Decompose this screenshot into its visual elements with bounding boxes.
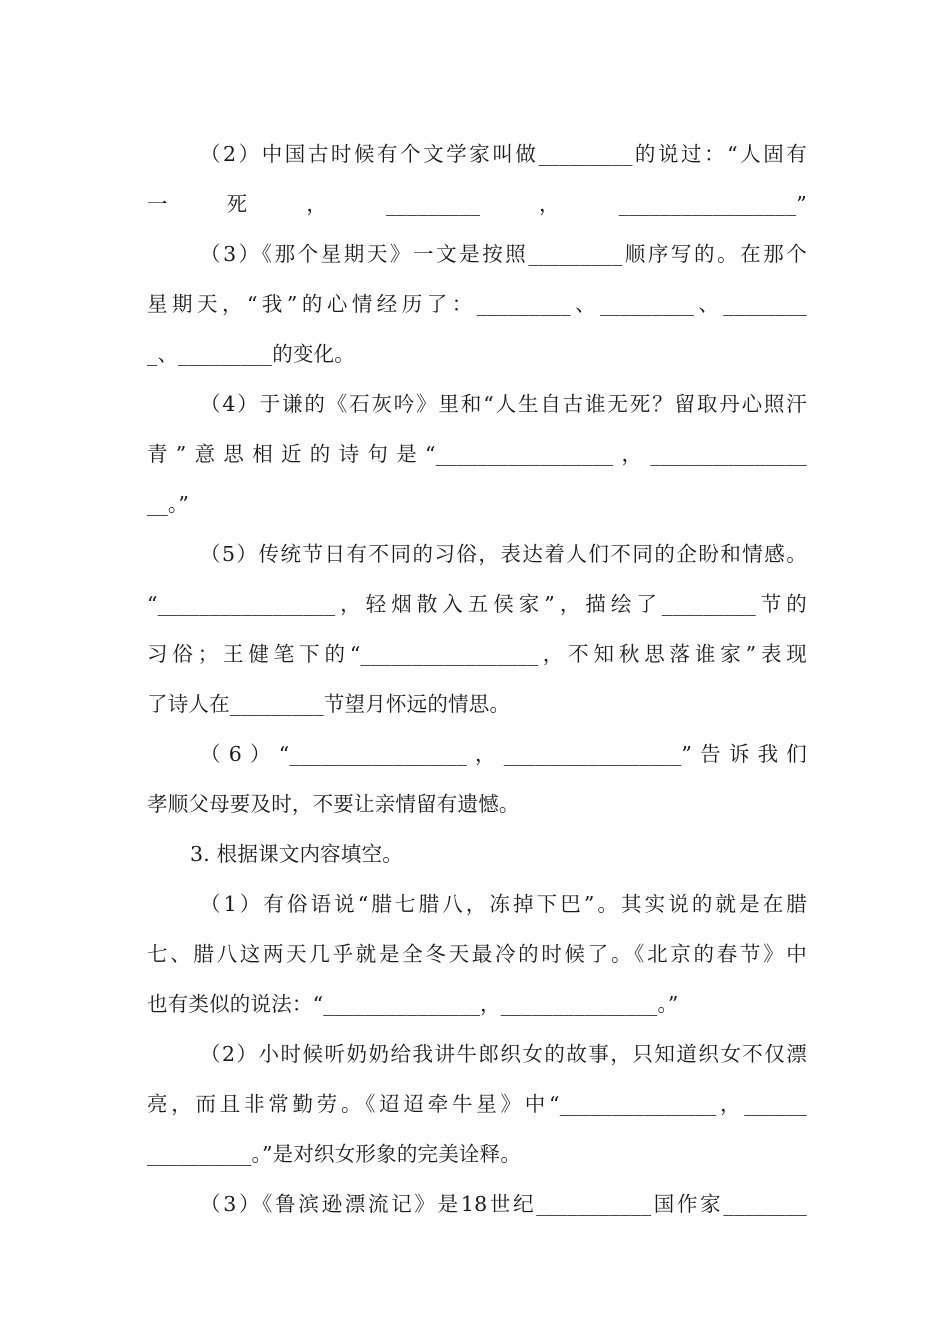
text-line: （3）《那个星期天》一文是按照_________顺序写的。在那个 <box>200 242 807 266</box>
text-line: “_________________，轻烟散入五侯家”，描绘了_________节的 <box>147 592 807 616</box>
text-line: _、_________的变化。 <box>147 342 355 366</box>
text-line: 星期天，“我”的心情经历了：_________、_________、________ <box>147 292 807 316</box>
text-line: 也有类似的说法：“_______________，_______________。” <box>147 992 679 1016</box>
text-line: （2）小时候听奶奶给我讲牛郎织女的故事，只知道织女不仅漂 <box>200 1042 807 1066</box>
text-line: 一死，_________，_________________” <box>147 192 807 216</box>
text-line: （2）中国古时候有个文学家叫做_________的说过：“人固有 <box>200 142 807 166</box>
text-line: 孝顺父母要及时，不要让亲情留有遗憾。 <box>147 792 520 816</box>
text-line: 了诗人在_________节望月怀远的情思。 <box>147 692 511 716</box>
text-line: （1）有俗语说“腊七腊八，冻掉下巴”。其实说的就是在腊 <box>200 892 807 916</box>
text-line: （3）《鲁滨逊漂流记》是18世纪___________国作家________ <box>200 1192 807 1216</box>
text-line: __。” <box>147 492 190 516</box>
text-line: （4）于谦的《石灰吟》里和“人生自古谁无死？留取丹心照汗 <box>200 392 807 416</box>
text-line: （6）“_________________，_________________”告诉我们 <box>200 742 807 766</box>
text-line: （5）传统节日有不同的习俗，表达着人们不同的企盼和情感。 <box>200 542 807 566</box>
text-line: 七、腊八这两天几乎就是全冬天最冷的时候了。《北京的春节》中 <box>147 942 807 966</box>
text-line: 习俗；王健笔下的“_________________，不知秋思落谁家”表现 <box>147 642 807 666</box>
text-line: 青”意思相近的诗句是“_________________，_______________ <box>147 442 807 466</box>
text-line: __________。”是对织女形象的完美诠释。 <box>147 1142 522 1166</box>
text-line: 亮，而且非常勤劳。《迢迢牵牛星》中“_______________，______ <box>147 1092 807 1116</box>
section-heading: 3. 根据课文内容填空。 <box>190 842 403 866</box>
